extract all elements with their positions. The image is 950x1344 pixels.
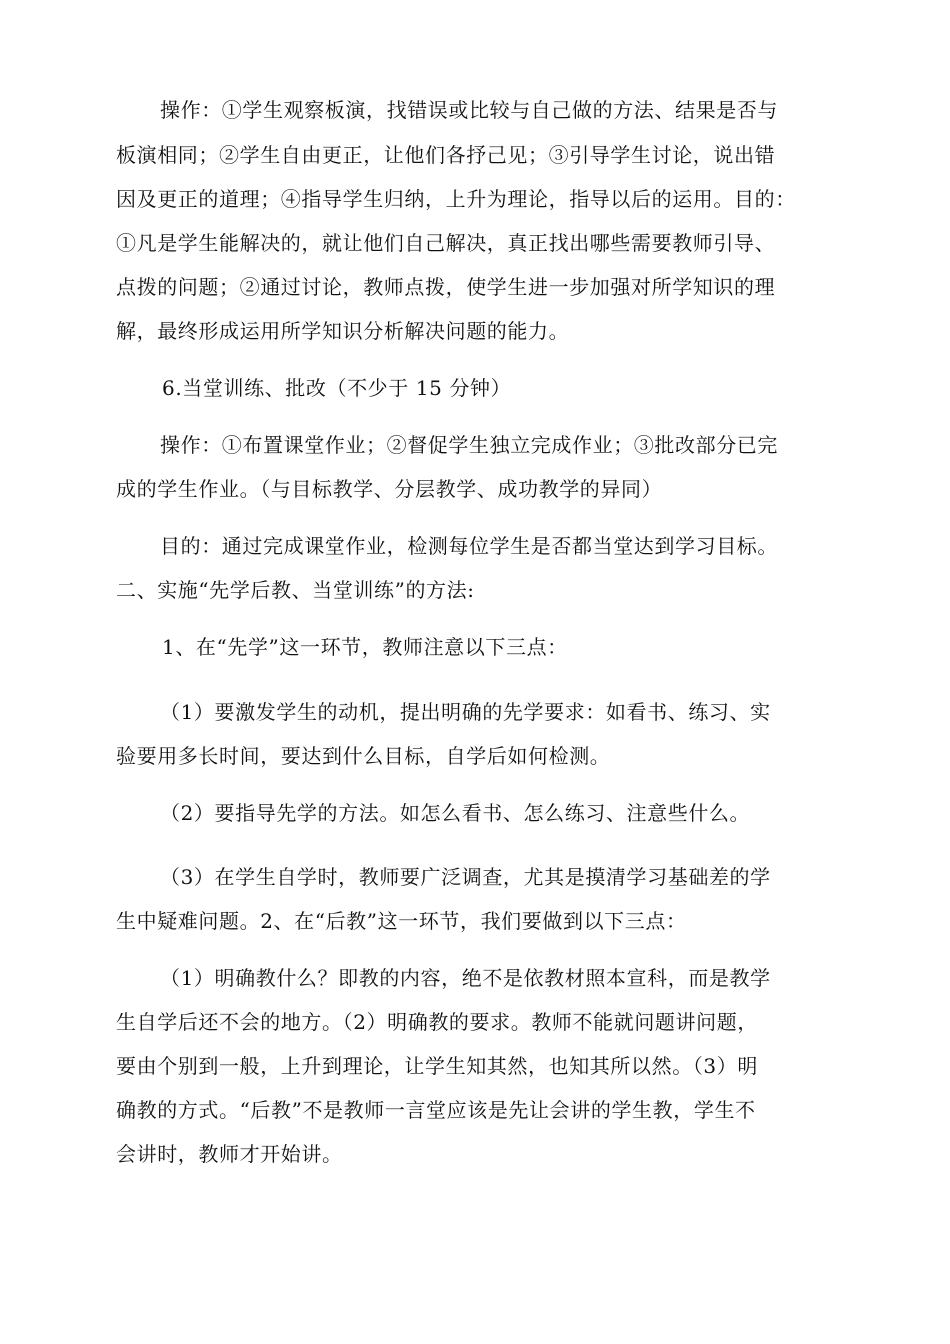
- paragraph-line: （3）在学生自学时，教师要广泛调查，尤其是摸清学习基础差的学: [160, 865, 771, 889]
- section-heading: 二、实施“先学后教、当堂训练”的方法:: [116, 578, 475, 602]
- paragraph-line: 解，最终形成运用所学知识分析解决问题的能力。: [116, 319, 570, 343]
- subsection-heading: 1、在“先学”这一环节，教师注意以下三点：: [162, 635, 568, 659]
- paragraph-line: 成的学生作业。（与目标教学、分层教学、成功教学的异同）: [116, 477, 663, 501]
- paragraph-line: 板演相同；②学生自由更正，让他们各抒己见；③引导学生讨论，说出错: [116, 143, 776, 167]
- paragraph-line: 确教的方式。“后教”不是教师一言堂应该是先让会讲的学生教，学生不: [116, 1098, 756, 1122]
- paragraph-line: （1）明确教什么？即教的内容，绝不是依教材照本宣科，而是教学: [160, 966, 771, 990]
- paragraph-line: 操作：①布置课堂作业；②督促学生独立完成作业；③批改部分已完: [160, 433, 778, 457]
- paragraph-line: 因及更正的道理；④指导学生归纳，上升为理论，指导以后的运用。目的：: [116, 187, 796, 211]
- paragraph-line: （2）要指导先学的方法。如怎么看书、怎么练习、注意些什么。: [160, 801, 751, 825]
- paragraph-line: ①凡是学生能解决的，就让他们自己解决，真正找出哪些需要教师引导、: [116, 231, 776, 255]
- paragraph-line: 会讲时，教师才开始讲。: [116, 1142, 343, 1166]
- paragraph-line: （1）要激发学生的动机，提出明确的先学要求：如看书、练习、实: [160, 700, 771, 724]
- paragraph-line: 点拨的问题；②通过讨论，教师点拨，使学生进一步加强对所学知识的理: [116, 275, 776, 299]
- paragraph-line: 操作：①学生观察板演，找错误或比较与自己做的方法、结果是否与: [160, 98, 778, 122]
- paragraph-line: 验要用多长时间，要达到什么目标，自学后如何检测。: [116, 744, 611, 768]
- paragraph-line: 生自学后还不会的地方。（2）明确教的要求。教师不能就问题讲问题，: [116, 1010, 758, 1034]
- paragraph-line: 要由个别到一般，上升到理论，让学生知其然，也知其所以然。（3）明: [116, 1054, 758, 1078]
- paragraph-line: 生中疑难问题。2、在“后教”这一环节，我们要做到以下三点：: [116, 909, 687, 933]
- paragraph-line: 目的：通过完成课堂作业，检测每位学生是否都当堂达到学习目标。: [160, 534, 778, 558]
- section-heading: 6.当堂训练、批改（不少于 15 分钟）: [162, 376, 512, 400]
